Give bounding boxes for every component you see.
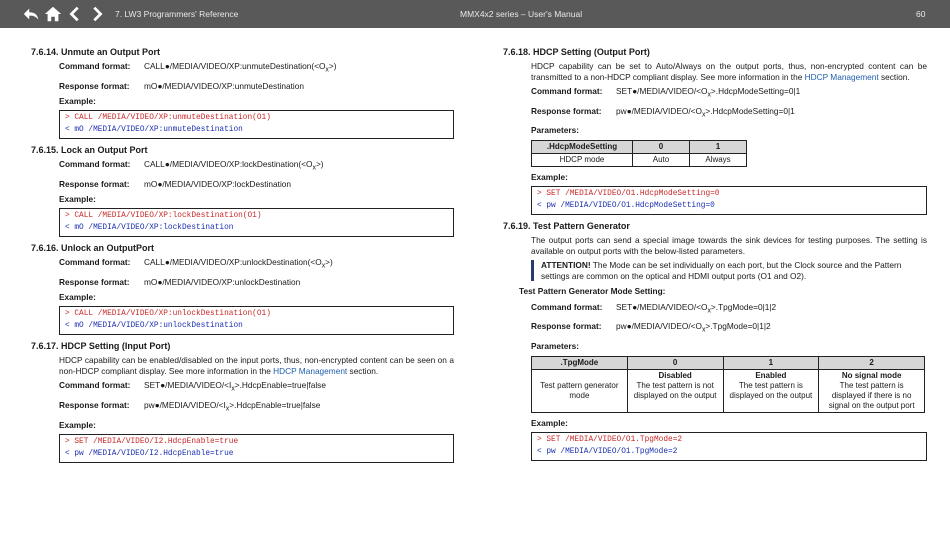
table-header: 1 (690, 140, 747, 153)
table-header: 0 (633, 140, 690, 153)
back-icon[interactable] (22, 5, 40, 23)
response-format-label: Response format: (59, 400, 130, 411)
description: HDCP capability can be set to Auto/Always on the output ports, thus, non-encrypted content can be transmitted to a non-HDCP compliant display. See more information in the HDCP Management section. (531, 61, 927, 82)
code-example (59, 306, 454, 335)
response-format-label: Response format: (531, 105, 602, 116)
right-column (503, 44, 927, 466)
table-cell: Always (690, 153, 747, 166)
section-title: 7.6.17. HDCP Setting (Input Port) (31, 341, 171, 352)
code-response: < mO /MEDIA/VIDEO/XP:unmuteDestination (65, 125, 243, 134)
left-column (31, 44, 454, 468)
command-format-label: Command format: (531, 86, 603, 96)
table-cell: Auto (633, 153, 690, 166)
section-title: 7.6.19. Test Pattern Generator (503, 221, 630, 232)
code-response: < mO /MEDIA/VIDEO/XP:lockDestination (65, 223, 234, 232)
code-response: < pw /MEDIA/VIDEO/O1.TpgMode=2 (537, 447, 678, 456)
command-format: $CALL●/MEDIA/VIDEO/XP:unmuteDestination(<O_x>)$ (144, 61, 337, 74)
chapter-title: 7. LW3 Programmers' Reference (115, 9, 239, 19)
example-label: Example: (531, 171, 568, 182)
response-format: mO●/MEDIA/VIDEO/XP:unlockDestination (144, 276, 301, 287)
command-format: $SET●/MEDIA/VIDEO/<O_x>.HdcpModeSetting=0|1$ (616, 86, 801, 99)
code-example (59, 208, 454, 237)
home-icon[interactable] (44, 5, 62, 23)
response-format-label: Response format: (59, 80, 130, 91)
attention-note: ATTENTION! The Mode can be set individually on each port, but the Clock source and the Pattern settings are common on the optical and HDMI output ports (O1 and O2). (531, 260, 927, 281)
code-request: > CALL /MEDIA/VIDEO/XP:lockDestination(O1) (65, 212, 262, 221)
table-header: 0 (627, 356, 723, 369)
section-title: 7.6.16. Unlock an OutputPort (31, 243, 155, 254)
command-format: $CALL●/MEDIA/VIDEO/XP:unlockDestination(<O_x>)$ (144, 257, 333, 270)
command-format: $SET●/MEDIA/VIDEO/<I_x>.HdcpEnable=true|false$ (144, 380, 326, 394)
response-format: $pw●/MEDIA/VIDEO/<I_x>.HdcpEnable=true|false$ (144, 400, 321, 413)
example-label: Example: (59, 95, 96, 106)
table-header: 2 (819, 356, 925, 369)
description: The output ports can send a special image towards the sink devices for testing purposes. The setting is available on output ports with the below-listed parameters. (531, 235, 927, 256)
response-format-label: Response format: (531, 321, 602, 332)
command-format-label: Command format: (59, 159, 131, 170)
page-number: 60 (916, 9, 926, 19)
command-format: $SET●/MEDIA/VIDEO/<O_x>.TpgMode=0|1|2$ (616, 301, 777, 315)
table-header: 1 (723, 356, 819, 369)
section-title: 7.6.14. Unmute an Output Port (31, 47, 161, 57)
tpg-mode-table (531, 356, 925, 413)
table-cell: Disabled The test pattern is not displayed on the output (627, 369, 723, 412)
response-format: $pw●/MEDIA/VIDEO/<O_x>.TpgMode=0|1|2$ (616, 321, 771, 335)
response-format-label: Response format: (59, 178, 130, 189)
table-cell: No signal mode The test pattern is displayed if there is no signal on the output port (819, 369, 925, 412)
parameters-label: Parameters: (531, 341, 579, 352)
response-format: mO●/MEDIA/VIDEO/XP:lockDestination (144, 178, 292, 189)
header-bar (0, 0, 950, 28)
code-request: > CALL /MEDIA/VIDEO/XP:unlockDestination(O1) (65, 310, 271, 319)
response-format: mO●/MEDIA/VIDEO/XP:unmuteDestination (144, 80, 304, 91)
table-cell: Enabled The test pattern is displayed on the output (723, 369, 819, 412)
code-response: < mO /MEDIA/VIDEO/XP:unlockDestination (65, 321, 243, 330)
code-example (531, 186, 927, 215)
hdcp-management-link[interactable]: HDCP Management (273, 365, 348, 376)
command-format-label: Command format: (59, 61, 131, 71)
code-request: > SET /MEDIA/VIDEO/O1.TpgMode=2 (537, 436, 683, 445)
code-example (531, 432, 927, 461)
example-label: Example: (59, 291, 96, 302)
code-response: < pw /MEDIA/VIDEO/I2.HdcpEnable=true (65, 449, 234, 458)
hdcp-mode-table (531, 140, 747, 167)
command-format-label: Command format: (59, 380, 131, 391)
section-title: 7.6.15. Lock an Output Port (31, 145, 148, 156)
code-request: > SET /MEDIA/VIDEO/O1.HdcpModeSetting=0 (537, 190, 720, 199)
response-format: $pw●/MEDIA/VIDEO/<O_x>.HdcpModeSetting=0|1$ (616, 105, 795, 119)
nav-buttons (22, 5, 106, 23)
example-label: Example: (59, 193, 96, 204)
table-header: .TpgMode (532, 356, 628, 369)
prev-icon[interactable] (66, 5, 84, 23)
table-cell: HDCP mode (532, 153, 633, 166)
command-format: $CALL●/MEDIA/VIDEO/XP:lockDestination(<O_x>)$ (144, 159, 324, 172)
next-icon[interactable] (88, 5, 106, 23)
table-header: .HdcpModeSetting (532, 140, 633, 153)
code-request: > CALL /MEDIA/VIDEO/XP:unmuteDestination(O1) (65, 114, 271, 123)
code-example (59, 434, 454, 463)
subsection-title: Test Pattern Generator Mode Setting: (519, 286, 666, 297)
parameters-label: Parameters: (531, 125, 579, 136)
table-cell: Test pattern generator mode (532, 369, 628, 412)
example-label: Example: (531, 417, 568, 428)
code-response: < pw /MEDIA/VIDEO/O1.HdcpModeSetting=0 (537, 201, 715, 210)
section-title: 7.6.18. HDCP Setting (Output Port) (503, 47, 650, 57)
example-label: Example: (59, 419, 96, 430)
command-format-label: Command format: (531, 301, 603, 312)
code-request: > SET /MEDIA/VIDEO/I2.HdcpEnable=true (65, 438, 239, 447)
command-format-label: Command format: (59, 257, 131, 268)
manual-title: MMX4x2 series – User's Manual (460, 9, 583, 19)
code-example (59, 110, 454, 139)
hdcp-management-link[interactable]: HDCP Management (804, 71, 879, 82)
description: HDCP capability can be enabled/disabled on the input ports, thus, non-encrypted content can be seen on a non-HDCP compliant display. See more information in the HDCP Management section. (59, 355, 454, 376)
response-format-label: Response format: (59, 276, 130, 287)
